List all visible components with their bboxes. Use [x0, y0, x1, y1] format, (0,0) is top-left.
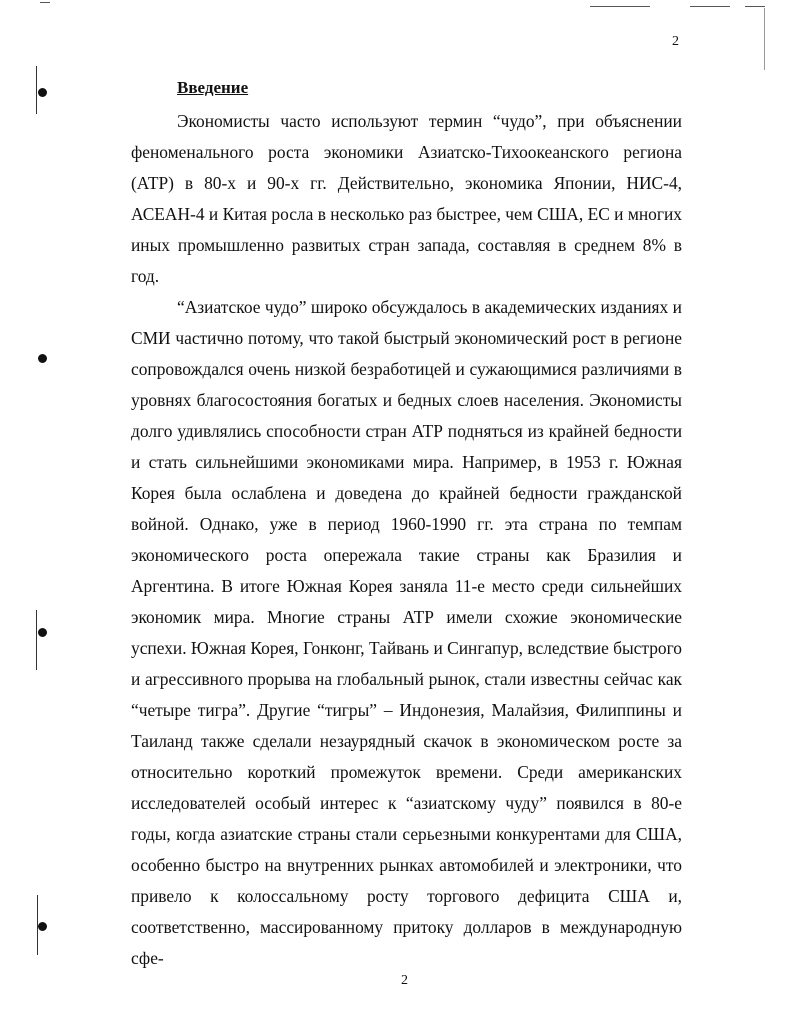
body-text [131, 106, 682, 974]
section-heading: Введение [177, 78, 249, 97]
scan-edge-line [36, 610, 37, 670]
punch-hole-mark [38, 88, 47, 97]
page-number-top: 2 [672, 34, 679, 49]
punch-hole-mark [38, 354, 47, 363]
scan-right-edge [764, 8, 765, 70]
punch-hole-mark [38, 628, 47, 637]
scan-edge-line [36, 66, 37, 114]
scan-top-edge [590, 6, 650, 7]
punch-hole-mark [38, 922, 47, 931]
scan-top-edge [690, 6, 730, 7]
scan-top-edge [40, 2, 50, 3]
scan-top-edge [745, 6, 765, 7]
page-number-bottom: 2 [401, 973, 408, 988]
paragraph-1: Экономисты часто используют термин “чудо”, при объяснении феноменального роста экономики Азиатско-Тихоокеанского региона (АТР) в 80-х и 90-х гг. Действительно, экономика Японии, НИС-4, АСЕАН-4 и Китая росла в несколько раз быстрее, чем США, ЕС и многих иных промышленно развитых стран запада, составляя в среднем 8% в год. [131, 111, 682, 286]
paragraph-2: “Азиатское чудо” широко обсуждалось в академических изданиях и СМИ частично потому, что такой быстрый экономический рост в регионе сопровождался очень низкой безработицей и сужающимися различиями в уровнях благосостояния богатых и бедных слоев населения. Экономисты долго удивлялись способности стран АТР подняться из крайней бедности и стать сильнейшими экономиками мира. Например, в 1953 г. Южная Корея была ослаблена и доведена до крайней бедности гражданской войной. Однако, уже в период 1960-1990 гг. эта страна по темпам экономического роста опережала такие страны как Бразилия и Аргентина. В итоге Южная Корея заняла 11-е место среди сильнейших экономик мира. Многие страны АТР имели схожие экономические успехи. Южная Корея, Гонконг, Тайвань и Сингапур, вследствие быстрого и агрессивного прорыва на глобальный рынок, стали известны сейчас как “четыре тигра”. Другие “тигры” – Индонезия, Малайзия, Филиппины и Таиланд также сделали незаурядный скачок в экономическом росте за относительно короткий промежуток времени. Среди американских исследователей особый интерес к “азиатскому чуду” появился в 80-е годы, когда азиатские страны стали серьезными конкурентами для США, особенно быстро на внутренних рынках автомобилей и электроники, что привело к колоссальному росту торгового дефицита США и, соответственно, массированному притоку долларов в международную сфе- [131, 297, 682, 968]
